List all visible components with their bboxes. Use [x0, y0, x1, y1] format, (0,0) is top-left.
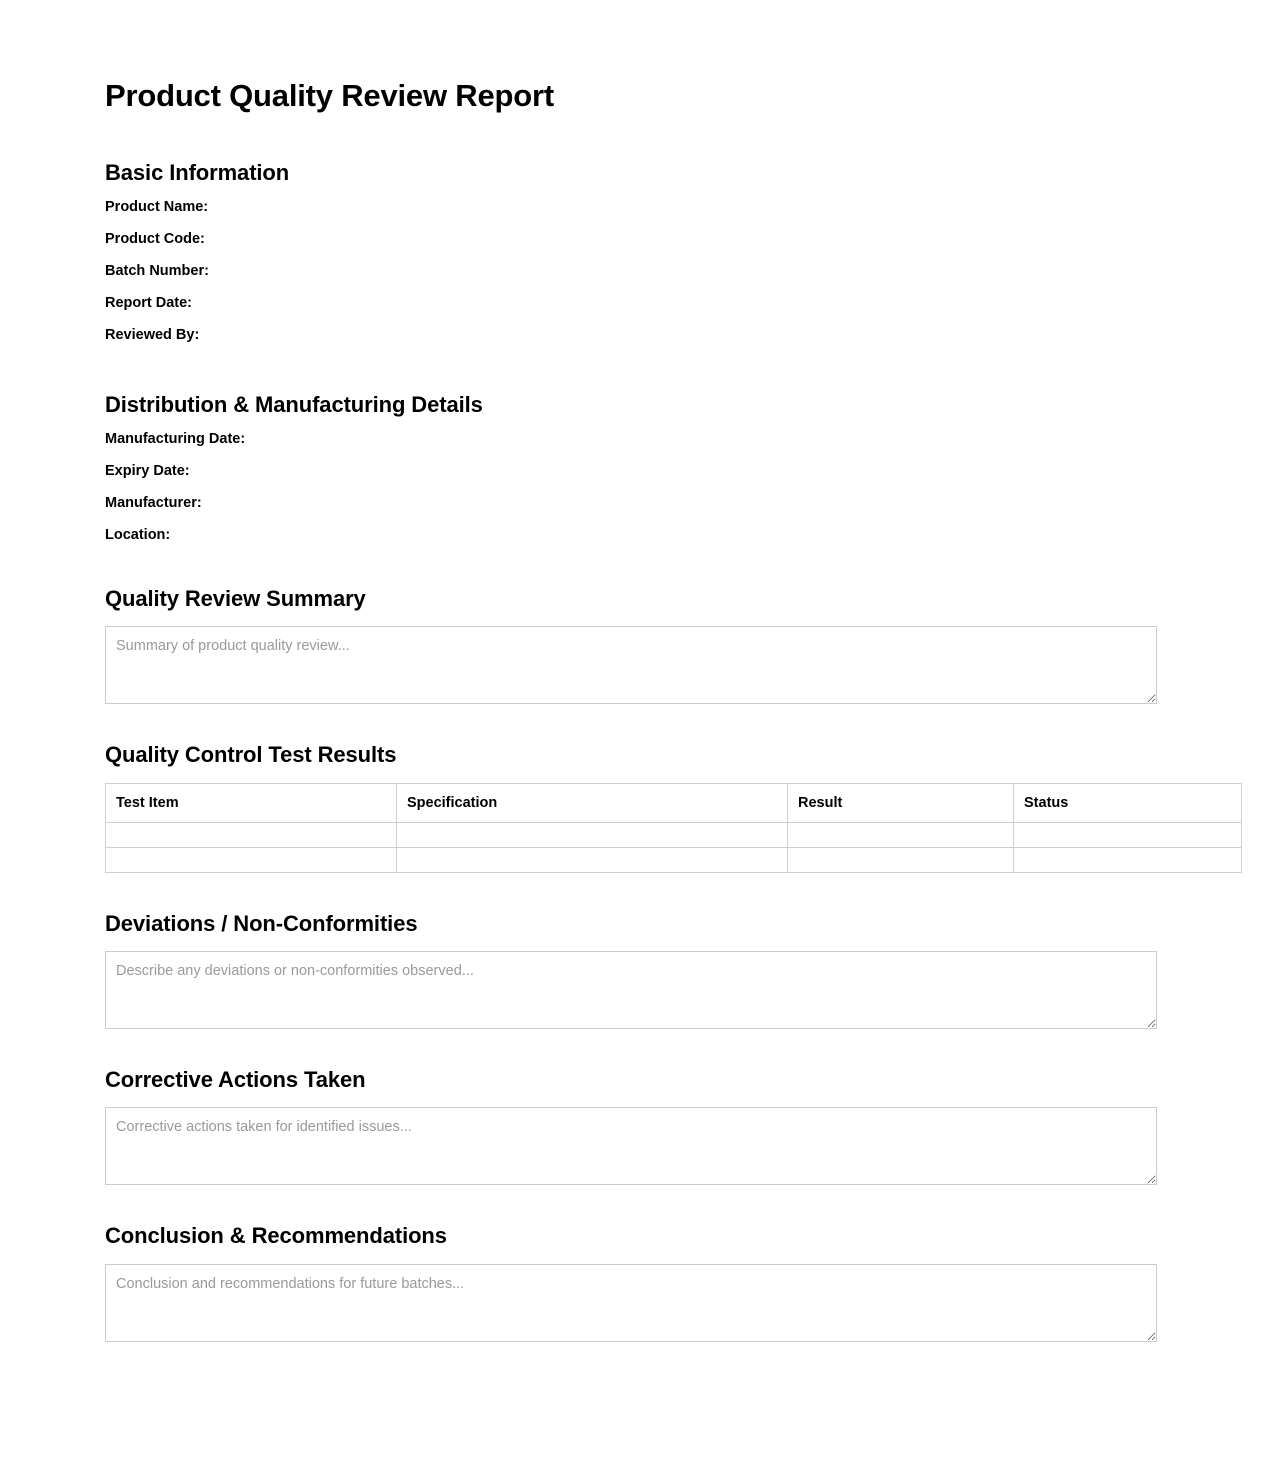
conclusion-textarea[interactable] [105, 1264, 1157, 1342]
table-header [106, 783, 1242, 822]
section-heading-deviations: Deviations / Non-Conformities [105, 910, 418, 936]
field-label-product-name: Product Name: [105, 199, 209, 216]
field-label-batch-number: Batch Number: [105, 262, 209, 279]
section-conclusion [105, 1223, 1157, 1341]
quality-control-results-table [105, 783, 1242, 873]
cell-status[interactable] [1014, 822, 1242, 847]
section-basic-information [105, 160, 1157, 344]
cell-test-item[interactable] [106, 822, 397, 847]
field-label-manufacturer: Manufacturer: [105, 494, 202, 511]
cell-status[interactable] [1014, 847, 1242, 872]
table-row[interactable] [106, 822, 1242, 847]
table-header-row [106, 783, 1242, 822]
section-corrective-actions [105, 1067, 1157, 1185]
field-label-reviewed-by: Reviewed By: [105, 326, 200, 343]
corrective-actions-textarea[interactable] [105, 1107, 1157, 1185]
field-label-report-date: Report Date: [105, 294, 193, 311]
cell-result[interactable] [788, 822, 1014, 847]
basic-information-field-list [105, 200, 1157, 344]
table-body [106, 822, 1242, 872]
field-label-manufacturing-date: Manufacturing Date: [105, 431, 246, 448]
section-heading-corrective-actions: Corrective Actions Taken [105, 1067, 366, 1093]
column-header-test-item: Test Item [106, 783, 397, 822]
column-header-status: Status [1014, 783, 1242, 822]
section-heading-quality-control-test-results: Quality Control Test Results [105, 742, 397, 768]
distribution-field-list [105, 432, 1157, 544]
cell-result[interactable] [788, 847, 1014, 872]
cell-specification[interactable] [397, 822, 788, 847]
section-quality-review-summary [105, 586, 1157, 704]
field-label-product-code: Product Code: [105, 230, 205, 247]
section-quality-control-test-results [105, 742, 1157, 872]
deviations-textarea[interactable] [105, 951, 1157, 1029]
cell-specification[interactable] [397, 847, 788, 872]
column-header-result: Result [788, 783, 1014, 822]
column-header-specification: Specification [397, 783, 788, 822]
section-heading-distribution-manufacturing: Distribution & Manufacturing Details [105, 391, 483, 417]
page-title: Product Quality Review Report [105, 78, 554, 113]
section-deviations [105, 911, 1157, 1029]
cell-test-item[interactable] [106, 847, 397, 872]
field-label-expiry-date: Expiry Date: [105, 463, 190, 480]
table-row[interactable] [106, 847, 1242, 872]
quality-review-summary-textarea[interactable] [105, 626, 1157, 704]
section-heading-conclusion: Conclusion & Recommendations [105, 1223, 447, 1249]
section-distribution-manufacturing [105, 392, 1157, 544]
section-heading-quality-review-summary: Quality Review Summary [105, 585, 366, 611]
section-heading-basic-information: Basic Information [105, 159, 290, 185]
field-label-location: Location: [105, 526, 171, 543]
